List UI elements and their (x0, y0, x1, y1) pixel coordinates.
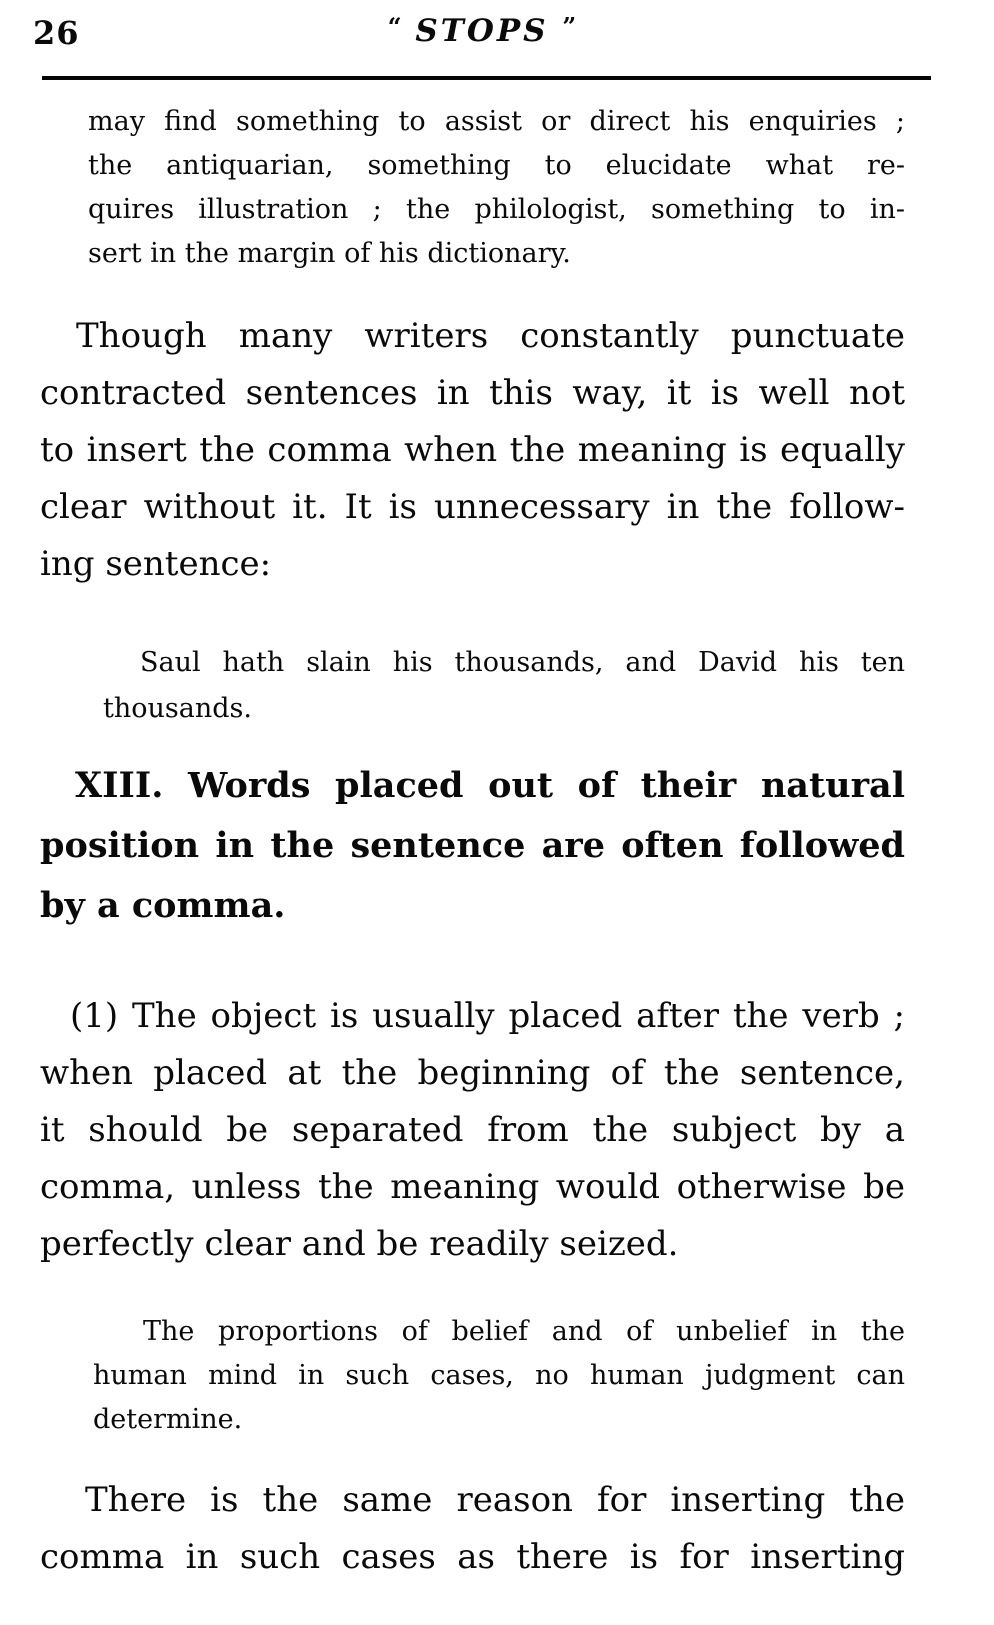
text-line: The proportions of belief and of unbelief in the (143, 1316, 905, 1347)
text-line: sert in the margin of his dictionary. (88, 238, 571, 269)
text-line: Saul hath slain his thousands, and David his ten (140, 647, 905, 678)
text-line: position in the sentence are often followed (40, 825, 905, 866)
text-line: There is the same reason for inserting the (85, 1480, 905, 1520)
text-line: may find something to assist or direct his enquiries ; (88, 106, 905, 137)
text-line: contracted sentences in this way, it is well not (40, 373, 905, 413)
text-line: by a comma. (40, 885, 286, 926)
text-line: (1) The object is usually placed after the verb ; (70, 996, 905, 1036)
close-quote-glyph: ” (562, 12, 577, 41)
running-head-title (0, 12, 964, 49)
text-line: perfectly clear and be readily seized. (40, 1224, 679, 1264)
text-line: when placed at the beginning of the sentence, (40, 1053, 905, 1093)
text-line: determine. (93, 1404, 243, 1435)
text-line: Though many writers constantly punctuate (76, 316, 905, 356)
open-quote-glyph: “ (387, 12, 402, 41)
text-line: XIII. Words placed out of their natural (75, 765, 905, 806)
text-line: it should be separated from the subject by a (40, 1110, 905, 1150)
header-rule (42, 76, 931, 80)
text-line: the antiquarian, something to elucidate what re- (88, 150, 905, 181)
text-line: quires illustration ; the philologist, something to in- (88, 194, 905, 225)
body-paragraph-there (40, 1472, 905, 1586)
running-head-title-text: STOPS (415, 13, 549, 49)
section-heading-xiii (40, 756, 905, 936)
text-line: comma, unless the meaning would otherwise be (40, 1167, 905, 1207)
page-number: 26 (33, 14, 80, 52)
example-quote-proportions (93, 1310, 905, 1442)
text-line: clear without it. It is unnecessary in the follow- (40, 487, 905, 527)
text-line: comma in such cases as there is for inserting (40, 1537, 905, 1577)
text-line: thousands. (103, 693, 252, 724)
example-quote-saul (103, 640, 905, 732)
text-line: human mind in such cases, no human judgment can (93, 1360, 905, 1391)
text-line: ing sentence: (40, 544, 272, 584)
text-line: to insert the comma when the meaning is equally (40, 430, 905, 470)
body-paragraph-though (40, 308, 905, 593)
body-paragraph-object (40, 988, 905, 1273)
blockquote-continuation (88, 100, 905, 276)
